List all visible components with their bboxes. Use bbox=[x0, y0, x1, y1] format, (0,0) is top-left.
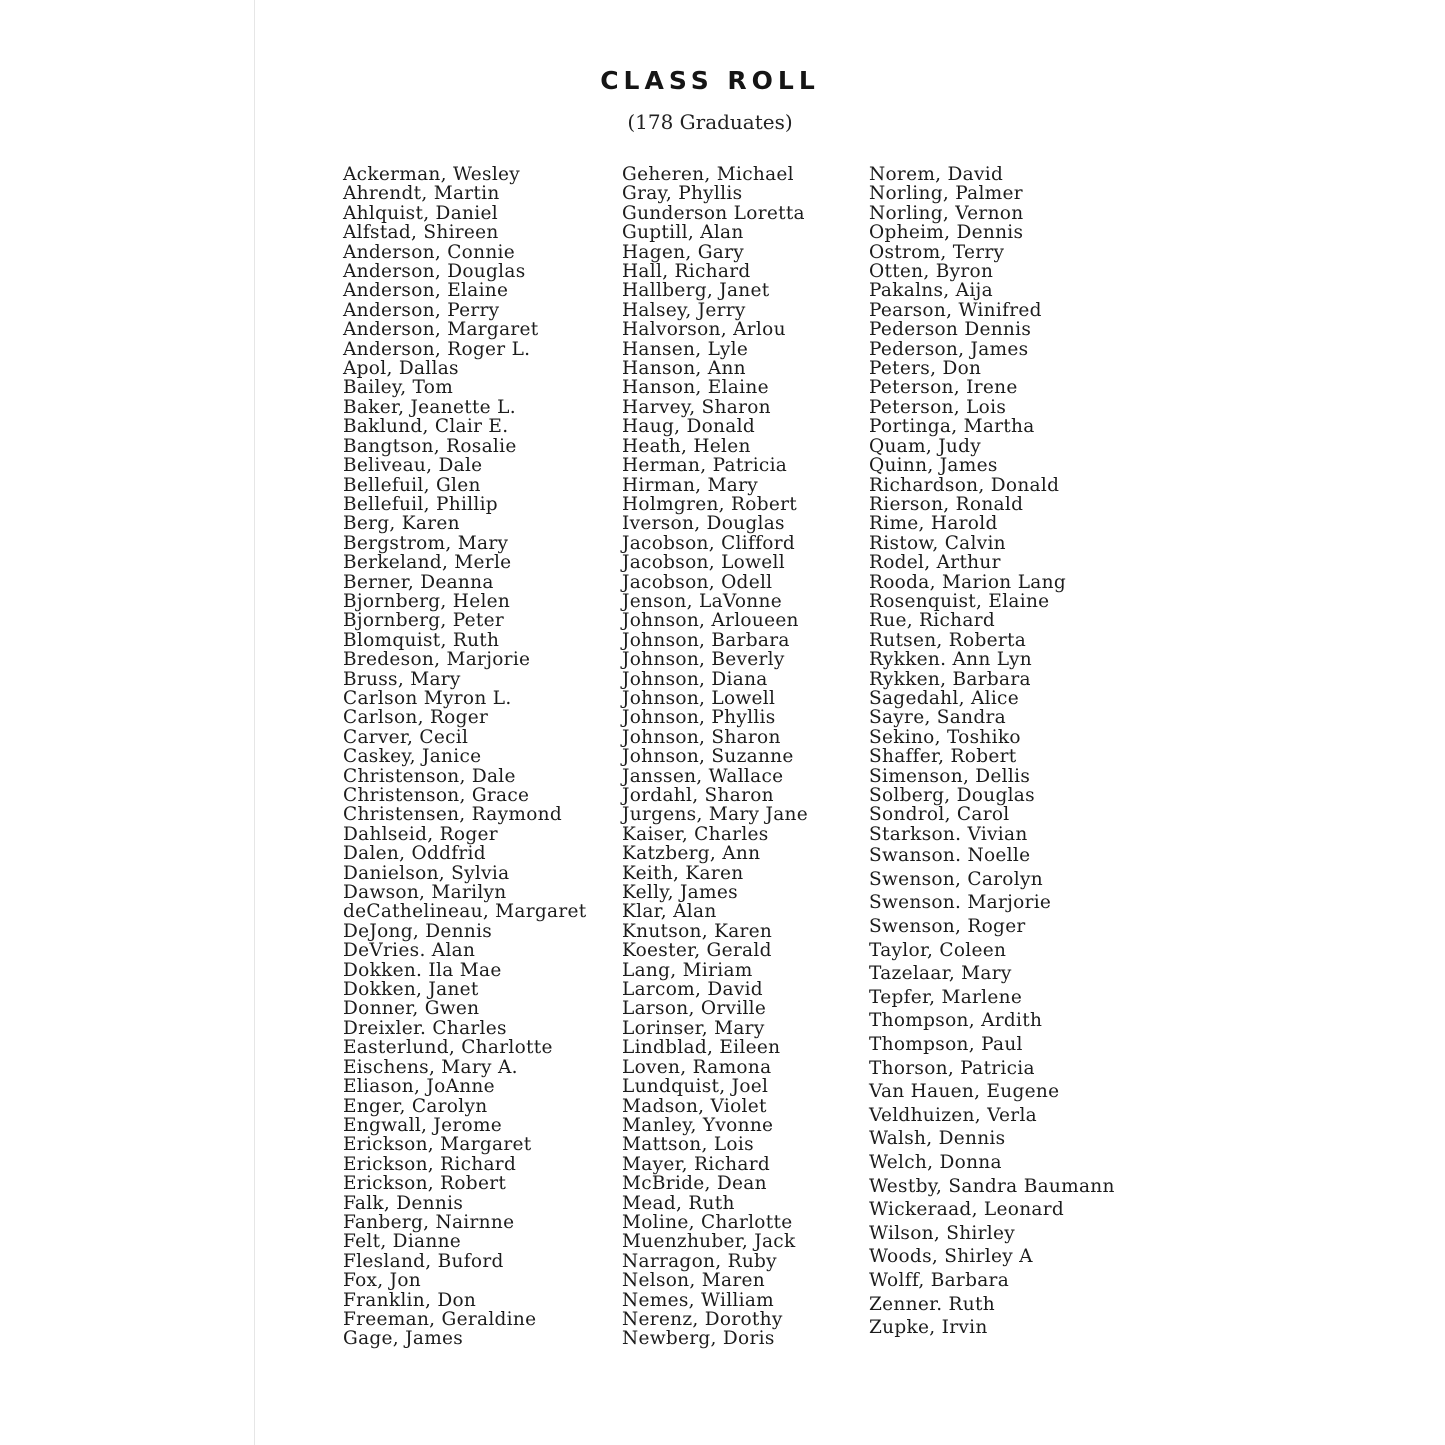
graduate-name: Hansen, Lyle bbox=[622, 338, 749, 360]
graduate-name: Walsh, Dennis bbox=[869, 1128, 1006, 1150]
graduate-name: Bellefuil, Phillip bbox=[343, 493, 498, 515]
graduate-name: Shaffer, Robert bbox=[869, 746, 1017, 768]
graduate-name: Nemes, William bbox=[622, 1289, 775, 1311]
graduate-name: Zupke, Irvin bbox=[869, 1317, 988, 1339]
graduate-name: Larson, Orville bbox=[622, 998, 767, 1020]
graduate-name: Johnson, Phyllis bbox=[622, 707, 776, 729]
graduate-name: Loven, Ramona bbox=[622, 1056, 772, 1078]
graduate-name: Freeman, Geraldine bbox=[343, 1308, 537, 1330]
graduate-name: Rosenquist, Elaine bbox=[869, 590, 1050, 612]
graduate-name: Opheim, Dennis bbox=[869, 222, 1024, 244]
graduate-name: Lorinser, Mary bbox=[622, 1017, 765, 1039]
graduate-name: Gunderson Loretta bbox=[622, 202, 805, 224]
graduate-name: Portinga, Martha bbox=[869, 416, 1035, 438]
graduate-name: Wolff, Barbara bbox=[869, 1269, 1010, 1291]
graduate-name: Anderson, Perry bbox=[343, 299, 500, 321]
graduate-name: Zenner. Ruth bbox=[869, 1293, 995, 1315]
page-title: CLASS ROLL bbox=[600, 66, 820, 95]
graduate-name: Apol, Dallas bbox=[343, 358, 459, 380]
graduate-name: Dawson, Marilyn bbox=[343, 882, 507, 904]
graduate-name: Bergstrom, Mary bbox=[343, 532, 509, 554]
graduate-name: Carlson Myron L. bbox=[343, 687, 512, 709]
graduate-name: Carlson, Roger bbox=[343, 707, 489, 729]
graduate-name: Rodel, Arthur bbox=[869, 552, 1001, 574]
graduate-name: Anderson, Roger L. bbox=[343, 338, 531, 360]
graduate-name: Westby, Sandra Baumann bbox=[869, 1175, 1115, 1197]
graduate-name: Pearson, Winifred bbox=[869, 299, 1042, 321]
graduate-name: Alfstad, Shireen bbox=[343, 222, 499, 244]
graduate-name: Tazelaar, Mary bbox=[869, 963, 1012, 985]
graduate-name: Thompson, Paul bbox=[869, 1033, 1023, 1055]
graduate-name: Hanson, Ann bbox=[622, 358, 746, 380]
graduate-name: Otten, Byron bbox=[869, 261, 994, 283]
graduate-name: Guptill, Alan bbox=[622, 222, 744, 244]
graduate-name: Heath, Helen bbox=[622, 435, 751, 457]
graduate-name: Muenzhuber, Jack bbox=[622, 1231, 796, 1253]
name-column-1 bbox=[343, 165, 587, 1349]
graduate-name: Pederson Dennis bbox=[869, 319, 1032, 341]
graduate-name: Newberg, Doris bbox=[622, 1328, 775, 1350]
graduate-name: Easterlund, Charlotte bbox=[343, 1037, 553, 1059]
graduate-name: Eliason, JoAnne bbox=[343, 1076, 495, 1098]
graduate-name: Bredeson, Marjorie bbox=[343, 649, 531, 671]
graduate-name: Janssen, Wallace bbox=[622, 765, 784, 787]
graduate-name: Rooda, Marion Lang bbox=[869, 571, 1066, 593]
graduate-name: Holmgren, Robert bbox=[622, 493, 797, 515]
graduate-name: Hirman, Mary bbox=[622, 474, 759, 496]
graduate-name: Christenson, Dale bbox=[343, 765, 516, 787]
graduate-name: Bruss, Mary bbox=[343, 668, 461, 690]
graduate-name: Johnson, Diana bbox=[622, 668, 768, 690]
graduate-name: Knutson, Karen bbox=[622, 920, 773, 942]
graduate-name: Erickson, Robert bbox=[343, 1173, 507, 1195]
graduate-name: Rime, Harold bbox=[869, 513, 998, 535]
graduate-name: Norling, Palmer bbox=[869, 183, 1023, 205]
graduate-name: Jacobson, Lowell bbox=[622, 552, 785, 574]
name-column-2 bbox=[622, 165, 808, 1349]
graduate-name: Halvorson, Arlou bbox=[622, 319, 786, 341]
graduate-name: Jacobson, Odell bbox=[622, 571, 773, 593]
graduate-name: Starkson. Vivian bbox=[869, 823, 1028, 845]
graduate-name: Bellefuil, Glen bbox=[343, 474, 481, 496]
graduate-name: Narragon, Ruby bbox=[622, 1250, 777, 1272]
graduate-name: Eischens, Mary A. bbox=[343, 1056, 518, 1078]
graduate-name: Quinn, James bbox=[869, 455, 998, 477]
graduate-name: Harvey, Sharon bbox=[622, 396, 771, 418]
graduate-name: Madson, Violet bbox=[622, 1095, 767, 1117]
graduate-name: Bjornberg, Helen bbox=[343, 590, 511, 612]
graduate-name: Franklin, Don bbox=[343, 1289, 477, 1311]
graduate-name: Halsey, Jerry bbox=[622, 299, 746, 321]
graduate-name: Rue, Richard bbox=[869, 610, 995, 632]
graduate-name: Dahlseid, Roger bbox=[343, 823, 498, 845]
graduate-name: Wilson, Shirley bbox=[869, 1222, 1015, 1244]
graduate-name: Jacobson, Clifford bbox=[622, 532, 796, 554]
graduate-name: Rierson, Ronald bbox=[869, 493, 1024, 515]
graduate-name: Erickson, Margaret bbox=[343, 1134, 532, 1156]
graduate-name: Kelly, James bbox=[622, 882, 738, 904]
graduate-name: Enger, Carolyn bbox=[343, 1095, 488, 1117]
graduate-name: Dokken, Janet bbox=[343, 979, 479, 1001]
graduate-name: Ristow, Calvin bbox=[869, 532, 1006, 554]
graduate-name: Swanson. Noelle bbox=[869, 845, 1031, 867]
graduate-name: Moline, Charlotte bbox=[622, 1211, 793, 1233]
graduate-name: Pederson, James bbox=[869, 338, 1029, 360]
graduate-name: Caskey, Janice bbox=[343, 746, 482, 768]
graduate-name: Anderson, Elaine bbox=[343, 280, 509, 302]
graduate-name: Beliveau, Dale bbox=[343, 455, 483, 477]
graduate-name: Donner, Gwen bbox=[343, 998, 480, 1020]
graduate-name: Larcom, David bbox=[622, 979, 763, 1001]
graduate-name: Carver, Cecil bbox=[343, 726, 469, 748]
graduate-name: Kaiser, Charles bbox=[622, 823, 769, 845]
graduate-name: Klar, Alan bbox=[622, 901, 717, 923]
graduate-name: DeJong, Dennis bbox=[343, 920, 493, 942]
graduate-name: Solberg, Douglas bbox=[869, 785, 1035, 806]
graduate-name: Richardson, Donald bbox=[869, 474, 1060, 496]
graduate-name: Berkeland, Merle bbox=[343, 552, 512, 574]
graduate-name: Welch, Donna bbox=[869, 1151, 1002, 1173]
graduate-name: Flesland, Buford bbox=[343, 1250, 504, 1272]
graduate-name: Nelson, Maren bbox=[622, 1270, 765, 1292]
graduate-name: Jurgens, Mary Jane bbox=[622, 804, 808, 826]
graduate-name: Danielson, Sylvia bbox=[343, 862, 510, 884]
graduate-name: Christensen, Raymond bbox=[343, 804, 563, 826]
graduate-name: Hall, Richard bbox=[622, 261, 751, 283]
graduate-name: Katzberg, Ann bbox=[622, 843, 761, 865]
graduate-name: DeVries. Alan bbox=[343, 940, 476, 962]
graduate-name: Berner, Deanna bbox=[343, 571, 494, 593]
graduate-name: Lundquist, Joel bbox=[622, 1076, 769, 1098]
graduate-name: Felt, Dianne bbox=[343, 1231, 462, 1253]
graduate-name: Manley, Yvonne bbox=[622, 1114, 774, 1136]
graduate-name: Johnson, Barbara bbox=[622, 629, 790, 651]
graduate-name: Haug, Donald bbox=[622, 416, 755, 438]
graduate-name: Gray, Phyllis bbox=[622, 183, 743, 205]
graduate-name: Lindblad, Eileen bbox=[622, 1037, 781, 1059]
name-column-3 bbox=[869, 165, 1115, 1340]
graduate-name: Sayre, Sandra bbox=[869, 707, 1006, 729]
graduate-count: (178 Graduates) bbox=[627, 110, 793, 134]
graduate-name: Mayer, Richard bbox=[622, 1153, 770, 1175]
graduate-name: Koester, Gerald bbox=[622, 940, 772, 962]
graduate-name: Falk, Dennis bbox=[343, 1192, 464, 1214]
graduate-name: Engwall, Jerome bbox=[343, 1114, 503, 1136]
graduate-name: Veldhuizen, Verla bbox=[869, 1104, 1037, 1126]
graduate-name: Peterson, Lois bbox=[869, 396, 1007, 418]
graduate-name: Fanberg, Nairnne bbox=[343, 1211, 515, 1233]
graduate-name: Johnson, Lowell bbox=[622, 687, 776, 709]
graduate-name: Johnson, Suzanne bbox=[622, 746, 794, 768]
graduate-name: Baklund, Clair E. bbox=[343, 416, 509, 438]
graduate-name: Geheren, Michael bbox=[622, 164, 794, 185]
graduate-name: McBride, Dean bbox=[622, 1173, 767, 1195]
graduate-name: Berg, Karen bbox=[343, 513, 460, 535]
graduate-name: Peters, Don bbox=[869, 358, 982, 380]
graduate-name: Ostrom, Terry bbox=[869, 241, 1005, 263]
graduate-name: Peterson, Irene bbox=[869, 377, 1018, 399]
graduate-name: Wickeraad, Leonard bbox=[869, 1199, 1065, 1221]
graduate-name: Pakalns, Aija bbox=[869, 280, 993, 302]
graduate-name: Gage, James bbox=[343, 1328, 464, 1350]
graduate-name: Johnson, Arloueen bbox=[622, 610, 799, 632]
graduate-name: Anderson, Margaret bbox=[343, 319, 539, 341]
graduate-name: Hagen, Gary bbox=[622, 241, 745, 263]
graduate-name: Christenson, Grace bbox=[343, 785, 530, 806]
graduate-name: Johnson, Sharon bbox=[622, 726, 781, 748]
graduate-name: Ahlquist, Daniel bbox=[343, 202, 498, 224]
graduate-name: Bailey, Tom bbox=[343, 377, 454, 399]
graduate-name: Thorson, Patricia bbox=[869, 1057, 1035, 1079]
graduate-name: Nerenz, Dorothy bbox=[622, 1308, 783, 1330]
graduate-name: Baker, Jeanette L. bbox=[343, 396, 516, 418]
graduate-name: Mattson, Lois bbox=[622, 1134, 754, 1156]
graduate-name: Rykken. Ann Lyn bbox=[869, 649, 1032, 671]
graduate-name: Swenson. Marjorie bbox=[869, 892, 1052, 914]
graduate-name: Jenson, LaVonne bbox=[622, 590, 782, 612]
graduate-name: Iverson, Douglas bbox=[622, 513, 785, 535]
graduate-name: Sondrol, Carol bbox=[869, 804, 1010, 826]
graduate-name: Fox, Jon bbox=[343, 1270, 422, 1292]
graduate-name: Blomquist, Ruth bbox=[343, 629, 500, 651]
graduate-name: Herman, Patricia bbox=[622, 455, 788, 477]
graduate-name: Keith, Karen bbox=[622, 862, 744, 884]
graduate-name: Swenson, Carolyn bbox=[869, 868, 1043, 890]
graduate-name: Quam, Judy bbox=[869, 435, 982, 457]
graduate-name: Dalen, Oddfrid bbox=[343, 843, 486, 865]
graduate-name: Jordahl, Sharon bbox=[622, 785, 774, 806]
graduate-name: Norem, David bbox=[869, 164, 1004, 185]
graduate-name: Bangtson, Rosalie bbox=[343, 435, 517, 457]
graduate-name: Johnson, Beverly bbox=[622, 649, 785, 671]
graduate-name: Swenson, Roger bbox=[869, 916, 1026, 937]
graduate-name: Thompson, Ardith bbox=[869, 1010, 1043, 1032]
graduate-name: Anderson, Connie bbox=[343, 241, 516, 263]
graduate-name: deCathelineau, Margaret bbox=[343, 901, 587, 923]
graduate-name: Van Hauen, Eugene bbox=[869, 1081, 1060, 1103]
graduate-name: Dokken. Ila Mae bbox=[343, 959, 502, 981]
graduate-name: Taylor, Coleen bbox=[869, 939, 1007, 961]
graduate-name: Simenson, Dellis bbox=[869, 765, 1031, 787]
graduate-name: Hallberg, Janet bbox=[622, 280, 770, 302]
graduate-name: Sekino, Toshiko bbox=[869, 726, 1021, 748]
graduate-name: Dreixler. Charles bbox=[343, 1017, 507, 1039]
graduate-name: Lang, Miriam bbox=[622, 959, 753, 981]
graduate-name: Hanson, Elaine bbox=[622, 377, 769, 399]
graduate-name: Norling, Vernon bbox=[869, 202, 1024, 224]
graduate-name: Woods, Shirley A bbox=[869, 1246, 1033, 1268]
page-edge-line bbox=[254, 0, 255, 1445]
graduate-name: Rutsen, Roberta bbox=[869, 629, 1027, 651]
graduate-name: Anderson, Douglas bbox=[343, 261, 526, 283]
graduate-name: Sagedahl, Alice bbox=[869, 687, 1019, 709]
graduate-name: Tepfer, Marlene bbox=[869, 986, 1023, 1008]
graduate-name: Bjornberg, Peter bbox=[343, 610, 505, 632]
graduate-name: Erickson, Richard bbox=[343, 1153, 517, 1175]
graduate-name: Ahrendt, Martin bbox=[343, 183, 500, 205]
graduate-name: Ackerman, Wesley bbox=[343, 164, 521, 185]
graduate-name: Mead, Ruth bbox=[622, 1192, 735, 1214]
graduate-name: Rykken, Barbara bbox=[869, 668, 1031, 690]
